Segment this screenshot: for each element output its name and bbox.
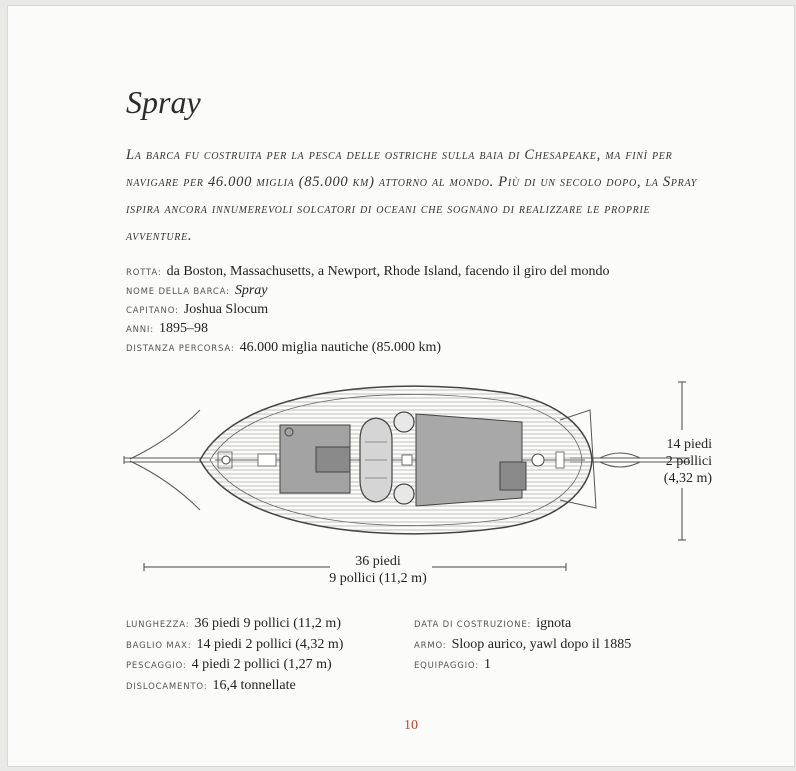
spec-value: Spray xyxy=(234,283,268,298)
hatch xyxy=(394,412,414,432)
spec-draft xyxy=(126,653,343,674)
stern-boom xyxy=(124,410,210,510)
spec-label: ANNI: xyxy=(126,325,154,335)
spec-label: BAGLIO MAX: xyxy=(126,640,192,651)
spec-value: 1895–98 xyxy=(159,321,208,336)
spec-displacement xyxy=(126,674,343,695)
length-line: 36 piedi xyxy=(355,554,401,569)
hatch xyxy=(394,484,414,504)
spec-value: 4 piedi 2 pollici (1,27 m) xyxy=(191,657,332,672)
spec-label: DATA DI COSTRUZIONE: xyxy=(414,620,532,630)
spec-label: DISTANZA PERCORSA: xyxy=(126,344,235,354)
spec-value: Sloop aurico, yawl dopo il 1885 xyxy=(451,636,632,652)
forward-cabin xyxy=(416,414,522,506)
spec-label: NOME DELLA BARCA: xyxy=(126,287,230,297)
beam-line: (4,32 m) xyxy=(663,471,712,486)
length-line: 9 pollici (11,2 m) xyxy=(329,571,427,586)
beam-dimension-label xyxy=(652,436,712,487)
intro-paragraph: La barca fu costruita per la pesca delle ostriche sulla baia di Chesapeake, ma finì per navigare per 46.000 miglia (85.000 km) attorno al mondo. Più di un secolo dopo, la Spray ispira ancora innumerevoli solcatori di oceani che sognano di realizzare le proprie avventure. xyxy=(126,147,698,244)
beam-line: 2 pollici xyxy=(665,454,712,469)
spec-label: LUNGHEZZA: xyxy=(126,620,190,630)
spec-build-date xyxy=(414,612,631,633)
spec-label: PESCAGGIO: xyxy=(126,661,187,671)
boat-specs-left xyxy=(126,612,343,694)
spec-label: ROTTA: xyxy=(126,268,162,278)
length-dimension-label xyxy=(318,553,438,587)
spec-beam xyxy=(126,633,343,654)
spec-value: Joshua Slocum xyxy=(183,302,269,317)
spec-value: 14 piedi 2 pollici (4,32 m) xyxy=(196,636,344,652)
spec-label: CAPITANO: xyxy=(126,306,179,316)
spec-length xyxy=(126,612,343,633)
beam-line: 14 piedi xyxy=(666,437,712,452)
spec-rig xyxy=(414,633,631,654)
boat-specs-right xyxy=(414,612,631,674)
spec-value: 1 xyxy=(484,657,492,672)
spec-label: DISLOCAMENTO: xyxy=(126,681,208,692)
spec-value: da Boston, Massachusetts, a Newport, Rhode Island, facendo il giro del mondo xyxy=(166,264,610,279)
spec-value: 46.000 miglia nautiche (85.000 km) xyxy=(239,340,442,355)
spec-label: ARMO: xyxy=(414,640,447,651)
spec-value: 16,4 tonnellate xyxy=(212,677,296,693)
page-number: 10 xyxy=(404,718,418,733)
spec-value: ignota xyxy=(536,616,572,631)
spec-crew xyxy=(414,653,631,674)
page-title: Spray xyxy=(126,84,201,120)
spec-value: 36 piedi 9 pollici (11,2 m) xyxy=(194,616,341,631)
spec-label: EQUIPAGGIO: xyxy=(414,661,479,671)
